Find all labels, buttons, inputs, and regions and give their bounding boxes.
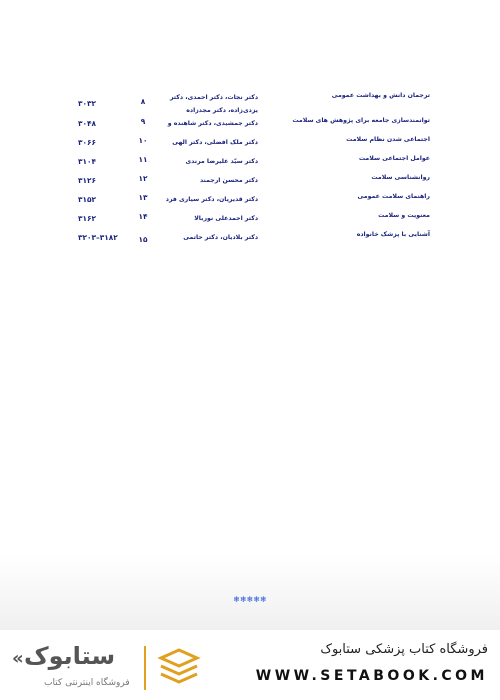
toc-title: راهنمای سلامت عمومی <box>357 193 430 200</box>
toc-row <box>78 231 430 250</box>
book-stack-icon <box>157 648 201 688</box>
toc-row <box>78 212 430 231</box>
toc-title: عوامل اجتماعی سلامت <box>358 155 430 162</box>
toc-authors: دکتر بلادیان، دکتر حاتمی <box>183 234 258 241</box>
toc-row <box>78 193 430 212</box>
toc-chapter-number: ۱۵ <box>138 235 148 244</box>
toc-authors: دکتر ملک افضلی، دکتر الهی <box>172 139 258 146</box>
logo-tagline: فروشگاه اینترنتی کتاب <box>44 678 130 688</box>
toc-row <box>78 117 430 136</box>
toc-row <box>78 174 430 193</box>
double-chevron-icon: « <box>12 648 24 669</box>
shop-url: WWW.SETABOOK.COM <box>255 668 488 684</box>
logo-word: ستابوک <box>24 642 116 670</box>
toc-chapter-number: ۱۲ <box>138 174 148 183</box>
setabook-logo <box>12 642 192 692</box>
toc-title: معنویت و سلامت <box>378 212 430 219</box>
toc-title: روانشناسی سلامت <box>371 174 430 181</box>
toc-chapter-number: ۸ <box>140 97 146 106</box>
toc-page-number: ۳۰۴۸ <box>78 119 97 128</box>
toc-authors: دکتر محسن ارجمند <box>199 177 258 184</box>
toc-chapter-number: ۱۴ <box>138 212 148 221</box>
toc-page-number: ۳۱۰۴ <box>78 157 97 166</box>
toc-title: آشنایی با پزشک خانواده <box>356 231 430 238</box>
toc-title: ترجمان دانش و بهداشت عمومی <box>331 92 430 99</box>
toc-page-number: ۳۱۶۲ <box>78 214 97 223</box>
toc-chapter-number: ۱۰ <box>138 136 148 145</box>
toc-authors: دکتر نجات، دکتر احمدی، دکتر یزدی‌زاده، دکتر مجدزاده <box>169 94 258 114</box>
watermark-footer <box>0 630 500 700</box>
table-of-contents <box>78 88 430 250</box>
shop-name: فروشگاه کتاب پزشکی ستابوک <box>320 642 488 657</box>
toc-row <box>78 155 430 174</box>
toc-chapter-number: ۱۳ <box>138 193 148 202</box>
toc-page-number: ۳۰۶۶ <box>78 138 97 147</box>
toc-row <box>78 88 430 117</box>
toc-page-number: ۳۱۵۲ <box>78 195 97 204</box>
toc-row <box>78 136 430 155</box>
toc-authors: دکتر جمشیدی، دکتر شاهنده و <box>167 120 258 127</box>
toc-chapter-number: ۱۱ <box>138 155 148 164</box>
toc-authors: دکتر قدیریان، دکتر سیاری فرد <box>165 196 258 203</box>
ornament-divider: ❄❄❄❄❄ <box>233 595 267 604</box>
toc-page-number: ۳۰۳۲ <box>78 99 97 108</box>
toc-chapter-number: ۹ <box>140 117 146 126</box>
toc-page-number: ۳۱۲۶ <box>78 176 97 185</box>
toc-page-number: ۳۱۸۲–۳۲۰۳ <box>78 233 118 242</box>
toc-title: توانمندسازی جامعه برای پژوهش های سلامت <box>292 117 430 124</box>
toc-title: اجتماعی شدن نظام سلامت <box>346 136 430 143</box>
toc-authors: دکتر احمدعلی نوربالا <box>194 215 258 222</box>
logo-divider <box>144 646 146 690</box>
toc-authors: دکتر سیّد علیرضا مرندی <box>185 158 258 165</box>
